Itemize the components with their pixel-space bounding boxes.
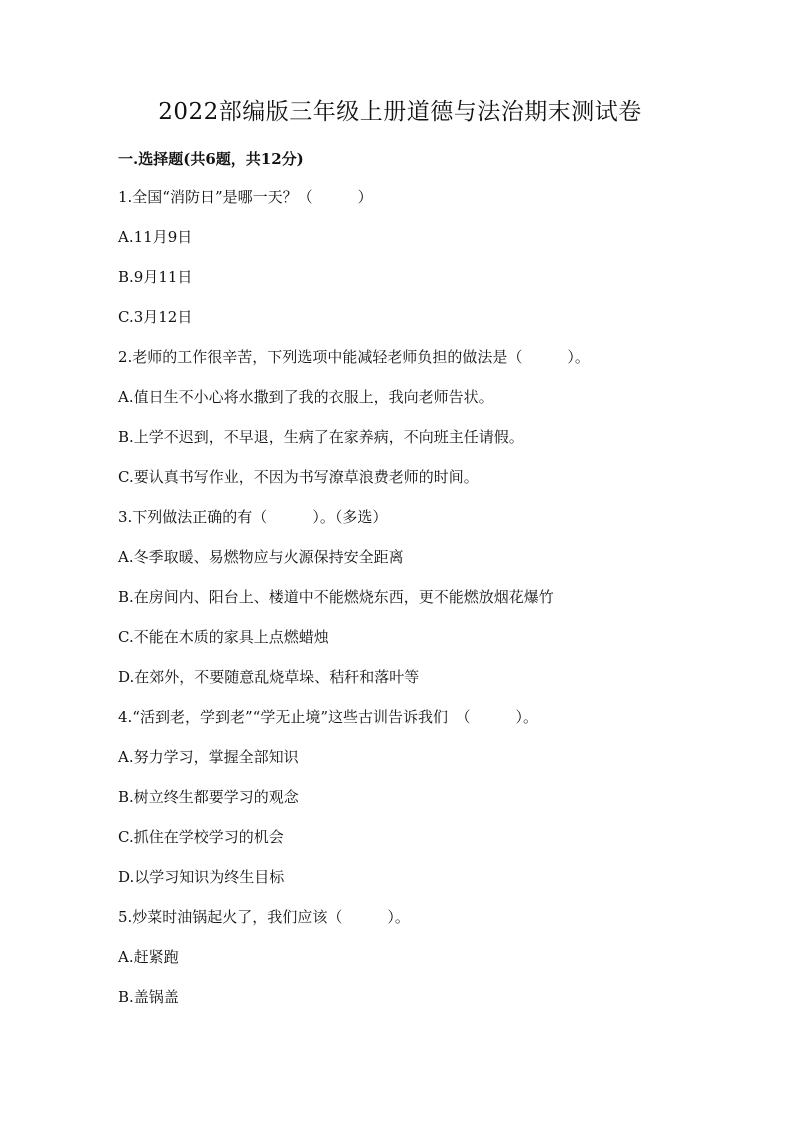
- question-5: 5.炒菜时油锅起火了，我们应该（ ）。: [118, 908, 410, 926]
- question-3-option-d: D.在郊外，不要随意乱烧草垛、秸秆和落叶等: [118, 668, 420, 686]
- question-2-option-a: A.值日生不小心将水撒到了我的衣服上，我向老师告状。: [118, 388, 494, 406]
- question-2-option-b: B.上学不迟到，不早退，生病了在家养病，不向班主任请假。: [118, 428, 524, 446]
- question-1-option-c: C.3月12日: [118, 308, 193, 326]
- question-5-option-a: A.赶紧跑: [118, 948, 179, 966]
- question-4-option-b: B.树立终生都要学习的观念: [118, 788, 299, 806]
- question-1: 1.全国“消防日”是哪一天？（ ）: [118, 188, 373, 206]
- page-title: 2022部编版三年级上册道德与法治期末测试卷: [158, 99, 642, 125]
- question-2-option-c: C.要认真书写作业，不因为书写潦草浪费老师的时间。: [118, 468, 479, 486]
- question-4-option-a: A.努力学习，掌握全部知识: [118, 748, 299, 766]
- question-1-option-a: A.11月9日: [118, 228, 193, 246]
- section-heading: 一.选择题(共6题，共12分): [118, 150, 304, 168]
- question-4-option-c: C.抓住在学校学习的机会: [118, 828, 284, 846]
- question-2: 2.老师的工作很辛苦，下列选项中能减轻老师负担的做法是（ ）。: [118, 348, 590, 366]
- question-3-option-c: C.不能在木质的家具上点燃蜡烛: [118, 628, 329, 646]
- question-1-option-b: B.9月11日: [118, 268, 193, 286]
- question-3: 3.下列做法正确的有（ ）。（多选）: [118, 508, 388, 526]
- question-4: 4.“活到老，学到老”“学无止境”这些古训告诉我们 （ ）。: [118, 708, 538, 726]
- question-4-option-d: D.以学习知识为终生目标: [118, 868, 285, 886]
- question-3-option-a: A.冬季取暖、易燃物应与火源保持安全距离: [118, 548, 404, 566]
- question-5-option-b: B.盖锅盖: [118, 988, 179, 1006]
- question-3-option-b: B.在房间内、阳台上、楼道中不能燃烧东西，更不能燃放烟花爆竹: [118, 588, 554, 606]
